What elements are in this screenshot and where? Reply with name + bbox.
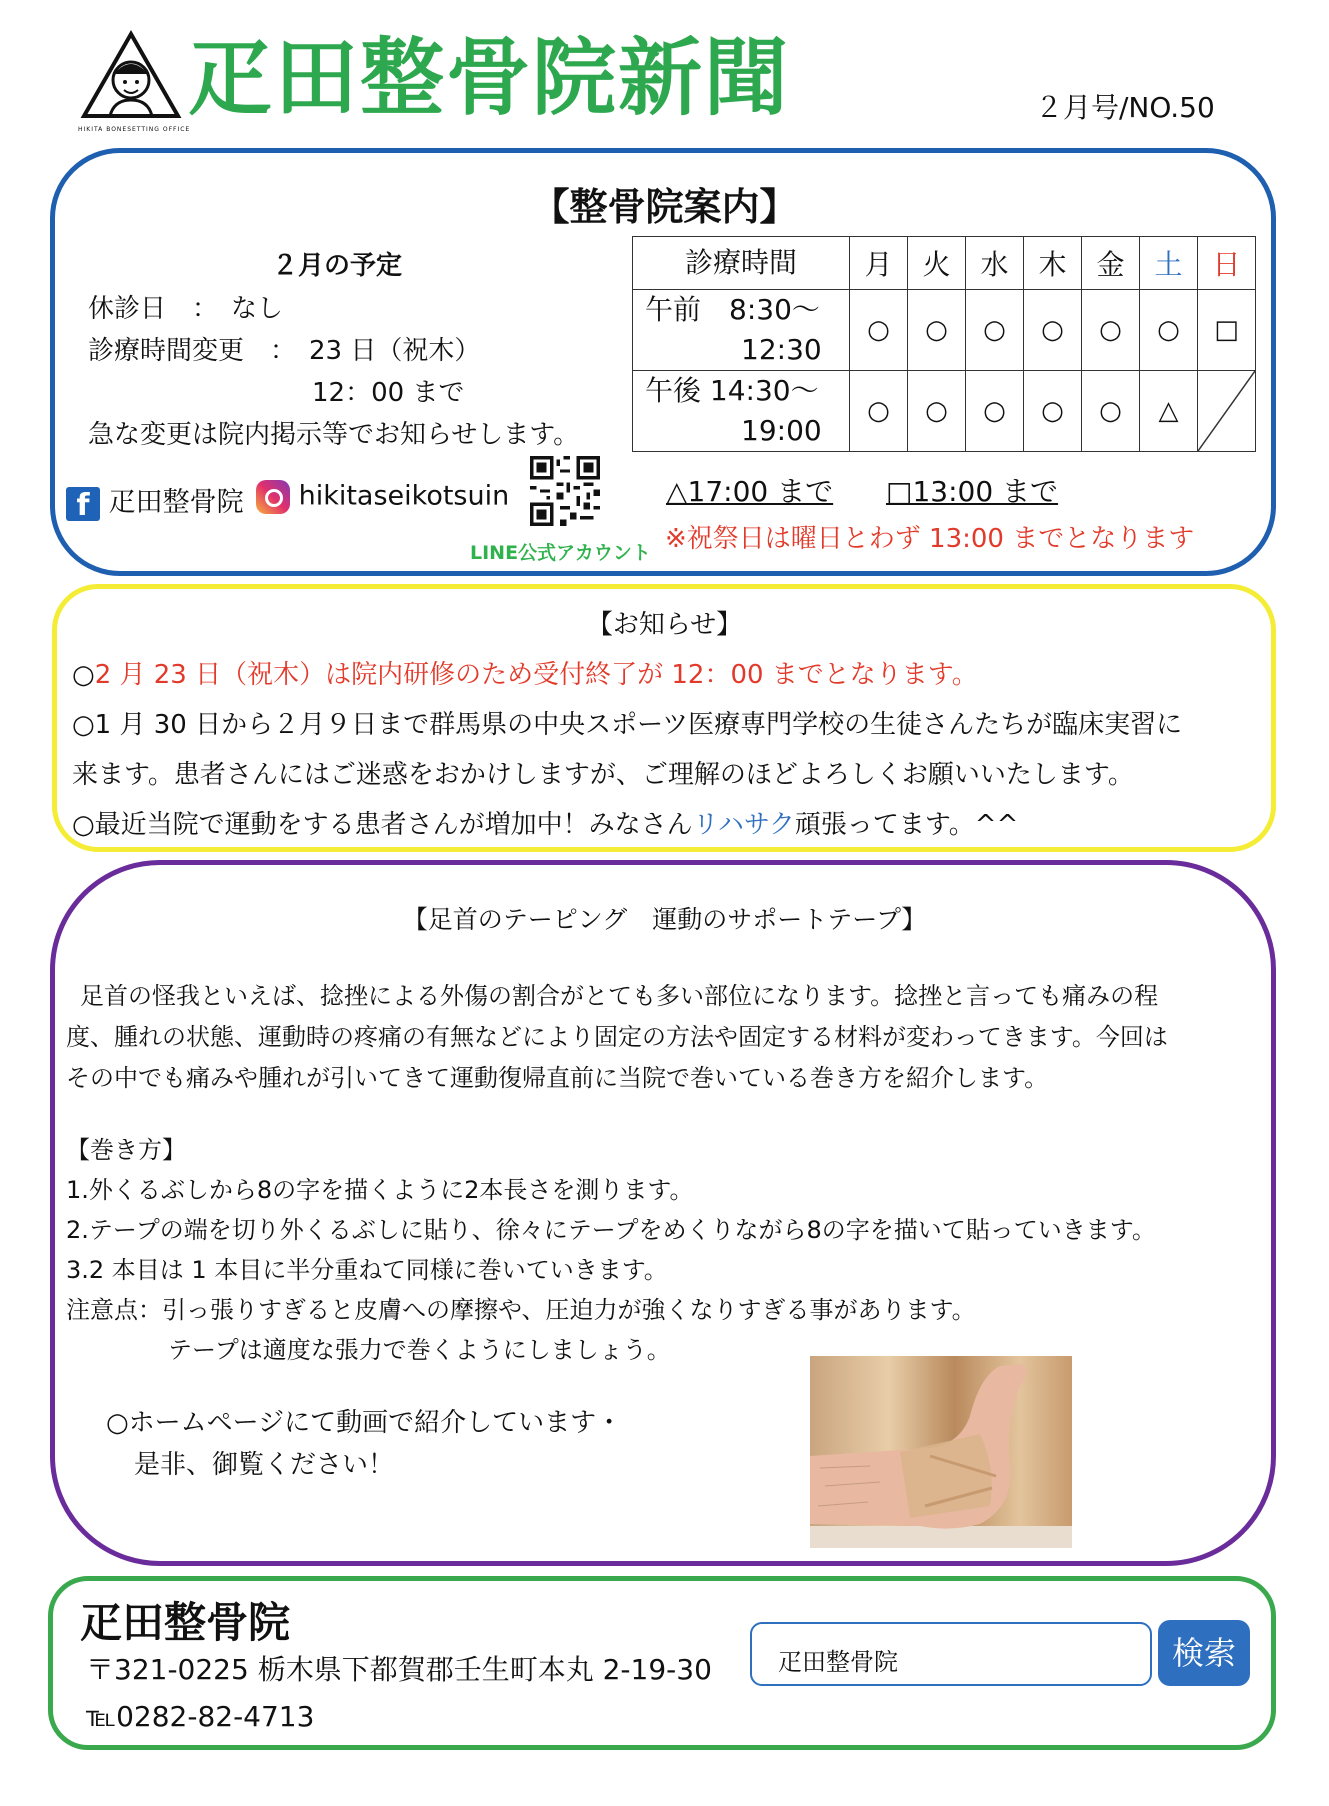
legend-triangle: △17:00 まで — [666, 475, 834, 508]
taping-paragraph-line-3: その中でも痛みや腫れが引いてきて運動復帰直前に当院で巻いている巻き方を紹介します。 — [66, 1064, 1049, 1092]
notice-item-2-line-2: 来ます。患者さんにはご迷惑をおかけしますが、ご理解のほどよろしくお願いいたします。 — [72, 760, 1134, 790]
notice-item-3-post: 頑張ってます。^^ — [794, 810, 1019, 840]
instagram-handle: hikitaseikotsuin — [298, 480, 510, 512]
afternoon-label — [633, 371, 850, 452]
ankle-taping-photo — [810, 1356, 1072, 1548]
afternoon-mon: ○ — [850, 371, 908, 452]
afternoon-label-start: 午後 14:30〜 — [645, 374, 819, 407]
taping-paragraph-line-1: 足首の怪我といえば、捻挫による外傷の割合がとても多い部位になります。捻挫と言っても痛みの程 — [80, 982, 1159, 1010]
hours-header-label: 診療時間 — [633, 237, 850, 290]
morning-sat: ○ — [1140, 290, 1198, 371]
day-thu: 木 — [1024, 237, 1082, 290]
morning-mon: ○ — [850, 290, 908, 371]
footer-clinic-name: 疋田整骨院 — [80, 1598, 291, 1647]
step-2: 2.テープの端を切り外くるぶしに貼り、徐々にテープをめくりながら8の字を描いて貼っていきます。 — [66, 1216, 1156, 1244]
day-sun: 日 — [1198, 237, 1256, 290]
newsletter-title: 疋田整骨院新聞 — [188, 29, 791, 127]
afternoon-sat: △ — [1140, 371, 1198, 452]
search-input[interactable]: 疋田整骨院 — [750, 1622, 1152, 1686]
instagram-link[interactable] — [256, 480, 509, 514]
facebook-link[interactable] — [66, 480, 244, 521]
morning-label-start: 午前 8:30〜 — [645, 293, 820, 326]
steps-title: 【巻き方】 — [66, 1136, 186, 1164]
schedule-title: ２月の予定 — [272, 251, 403, 281]
notice-item-3 — [72, 804, 1018, 841]
afternoon-wed: ○ — [966, 371, 1024, 452]
line-qr-code-icon[interactable] — [530, 456, 600, 526]
notice-title: 【お知らせ】 — [586, 610, 743, 640]
taping-title: 【足首のテーピング 運動のサポートテープ】 — [402, 905, 927, 934]
schedule-hours-change-time: 12：00 まで — [312, 378, 465, 408]
afternoon-fri: ○ — [1082, 371, 1140, 452]
notice-item-1-text: 2 月 23 日（祝木）は院内研修のため受付終了が 12：00 までとなります。 — [94, 660, 978, 690]
facebook-name: 疋田整骨院 — [108, 487, 244, 518]
holiday-note: ※祝祭日は曜日とわず 13:00 までとなります — [665, 524, 1195, 554]
day-tue: 火 — [908, 237, 966, 290]
caution-line-2: テープは適度な張力で巻くようにしましょう。 — [168, 1336, 671, 1364]
schedule-closed-day: 休診日 ： なし — [88, 294, 284, 324]
issue-number: ２月号/NO.50 — [1035, 91, 1215, 124]
line-official-account-label: LINE公式アカウント — [470, 542, 651, 564]
morning-sun: □ — [1198, 290, 1256, 371]
notice-item-2-line-1: ○1 月 30 日から２月９日まで群馬県の中央スポーツ医療専門学校の生徒さんたちが臨床実習に — [72, 710, 1183, 740]
clinic-hours-table — [632, 236, 1256, 452]
notice-item-1 — [72, 654, 978, 691]
search-button[interactable]: 検索 — [1158, 1620, 1250, 1686]
guide-title: 【整骨院案内】 — [531, 185, 798, 229]
footer-address: 〒321-0225 栃木県下都賀郡壬生町本丸 2-19-30 — [86, 1653, 712, 1686]
morning-label — [633, 290, 850, 371]
hours-header-row — [633, 237, 1256, 290]
afternoon-thu: ○ — [1024, 371, 1082, 452]
hours-row-morning — [633, 290, 1256, 371]
afternoon-label-end: 19:00 — [741, 414, 822, 447]
morning-fri: ○ — [1082, 290, 1140, 371]
morning-tue: ○ — [908, 290, 966, 371]
video-note-line-1: ○ホームページにて動画で紹介しています・ — [106, 1408, 623, 1438]
footer-phone: ℡0282-82-4713 — [86, 1700, 315, 1733]
day-mon: 月 — [850, 237, 908, 290]
step-1: 1.外くるぶしから8の字を描くように2本長さを測ります。 — [66, 1176, 694, 1204]
rihasaku-link[interactable]: リハサク — [692, 810, 795, 840]
notice-bullet: ○ — [72, 660, 95, 690]
caution-line-1: 注意点：引っ張りすぎると皮膚への摩擦や、圧迫力が強くなりすぎる事があります。 — [66, 1296, 976, 1324]
video-note-line-2: 是非、御覧ください！ — [134, 1450, 395, 1480]
morning-label-end: 12:30 — [741, 333, 822, 366]
day-fri: 金 — [1082, 237, 1140, 290]
morning-wed: ○ — [966, 290, 1024, 371]
afternoon-sun-closed — [1198, 371, 1256, 452]
clinic-logo — [78, 28, 184, 134]
morning-thu: ○ — [1024, 290, 1082, 371]
hours-row-afternoon — [633, 371, 1256, 452]
taping-paragraph-line-2: 度、腫れの状態、運動時の疼痛の有無などにより固定の方法や固定する材料が変わってきます。今回は — [66, 1023, 1168, 1051]
schedule-hours-change: 診療時間変更 ： 23 日（祝木） — [88, 336, 481, 366]
legend-square: □13:00 まで — [886, 475, 1059, 508]
instagram-icon — [256, 480, 290, 514]
afternoon-tue: ○ — [908, 371, 966, 452]
closed-slash-icon — [1198, 371, 1255, 451]
facebook-icon: f — [66, 487, 100, 521]
step-3: 3.2 本目は 1 本目に半分重ねて同様に巻いていきます。 — [66, 1256, 668, 1284]
notice-item-3-pre: ○最近当院で運動をする患者さんが増加中！みなさん — [72, 810, 693, 840]
day-wed: 水 — [966, 237, 1024, 290]
day-sat: 土 — [1140, 237, 1198, 290]
schedule-notice: 急な変更は院内掲示等でお知らせします。 — [88, 420, 580, 450]
logo-caption: HIKITA BONESETTING OFFICE — [78, 126, 191, 133]
